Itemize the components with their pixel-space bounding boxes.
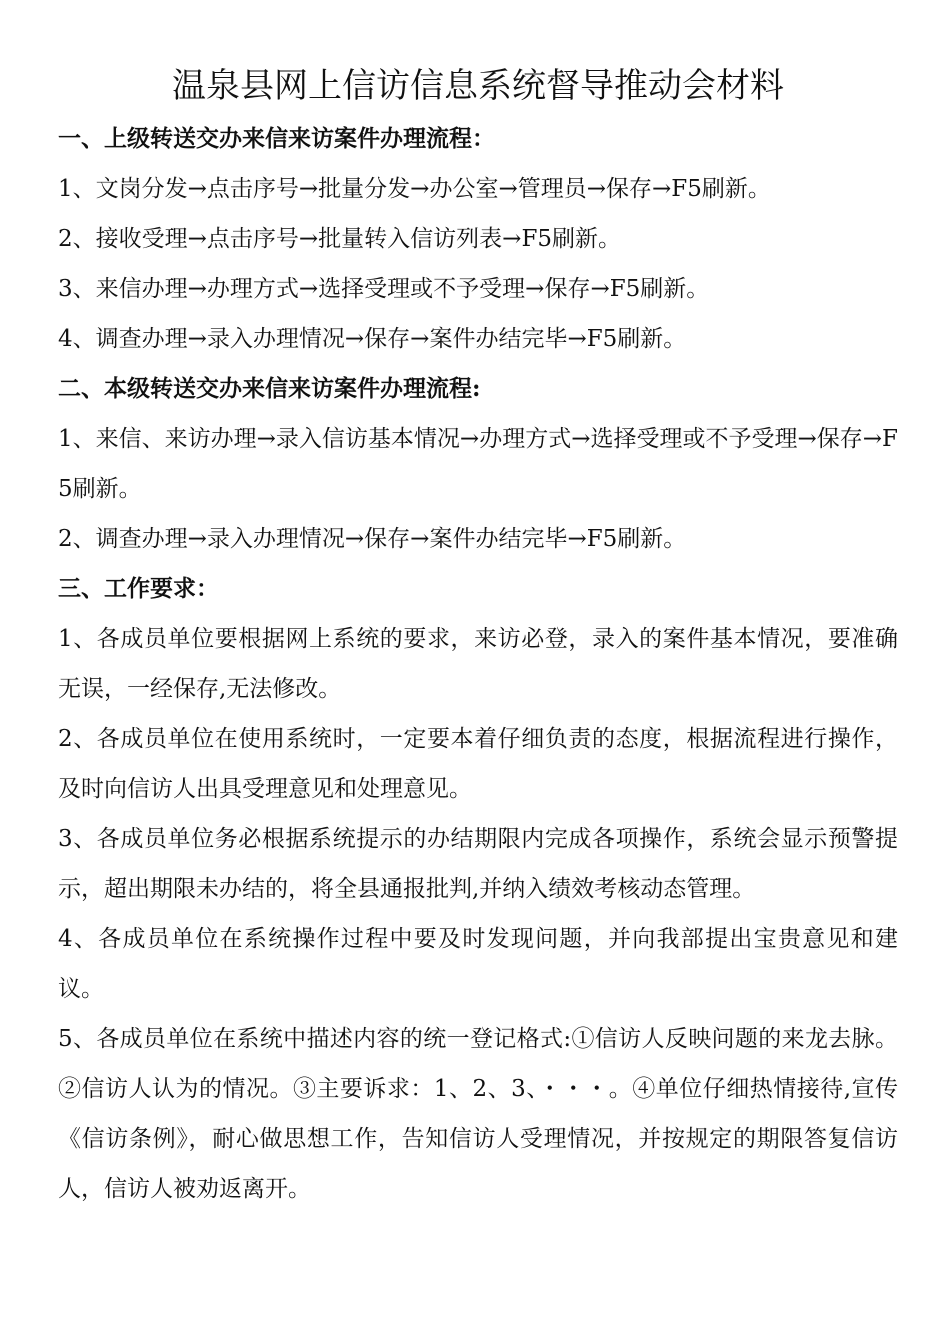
list-item: 5、各成员单位在系统中描述内容的统一登记格式:①信访人反映问题的来龙去脉。②信访人认为的情况。③主要诉求：1、2、3、・・・。④单位仔细热情接待,宣传《信访条例》，耐心做思想工作，告知信访人受理情况，并按规定的期限答复信访人，信访人被劝返离开。 (58, 1026, 898, 1202)
section-heading: 三、工作要求： (58, 575, 219, 602)
section-heading: 一、上级转送交办来信来访案件办理流程： (58, 125, 495, 152)
list-item: 1、各成员单位要根据网上系统的要求，来访必登，录入的案件基本情况，要准确无误，一经保存,无法修改。 (58, 626, 898, 702)
list-item: 4、调查办理→录入办理情况→保存→案件办结完毕→F5刷新。 (58, 326, 687, 352)
list-item: 1、来信、来访办理→录入信访基本情况→办理方式→选择受理或不予受理→保存→F5刷新。 (58, 426, 898, 502)
list-item: 4、各成员单位在系统操作过程中要及时发现问题，并向我部提出宝贵意见和建议。 (58, 926, 898, 1002)
section-local-level-process (58, 364, 898, 564)
list-item: 3、来信办理→办理方式→选择受理或不予受理→保存→F5刷新。 (58, 276, 710, 302)
list-item: 3、各成员单位务必根据系统提示的办结期限内完成各项操作，系统会显示预警提示，超出期限未办结的，将全县通报批判,并纳入绩效考核动态管理。 (58, 826, 898, 902)
section-heading: 二、本级转送交办来信来访案件办理流程: (58, 375, 481, 402)
list-item: 1、文岗分发→点击序号→批量分发→办公室→管理员→保存→F5刷新。 (58, 176, 771, 202)
document-page (58, 58, 898, 1214)
section-upper-level-process (58, 114, 898, 364)
document-title: 温泉县网上信访信息系统督导推动会材料 (172, 66, 784, 106)
list-item: 2、接收受理→点击序号→批量转入信访列表→F5刷新。 (58, 226, 622, 252)
list-item: 2、各成员单位在使用系统时，一定要本着仔细负责的态度，根据流程进行操作，及时向信访人出具受理意见和处理意见。 (58, 726, 898, 802)
section-work-requirements (58, 564, 898, 1214)
list-item: 2、调查办理→录入办理情况→保存→案件办结完毕→F5刷新。 (58, 526, 687, 552)
